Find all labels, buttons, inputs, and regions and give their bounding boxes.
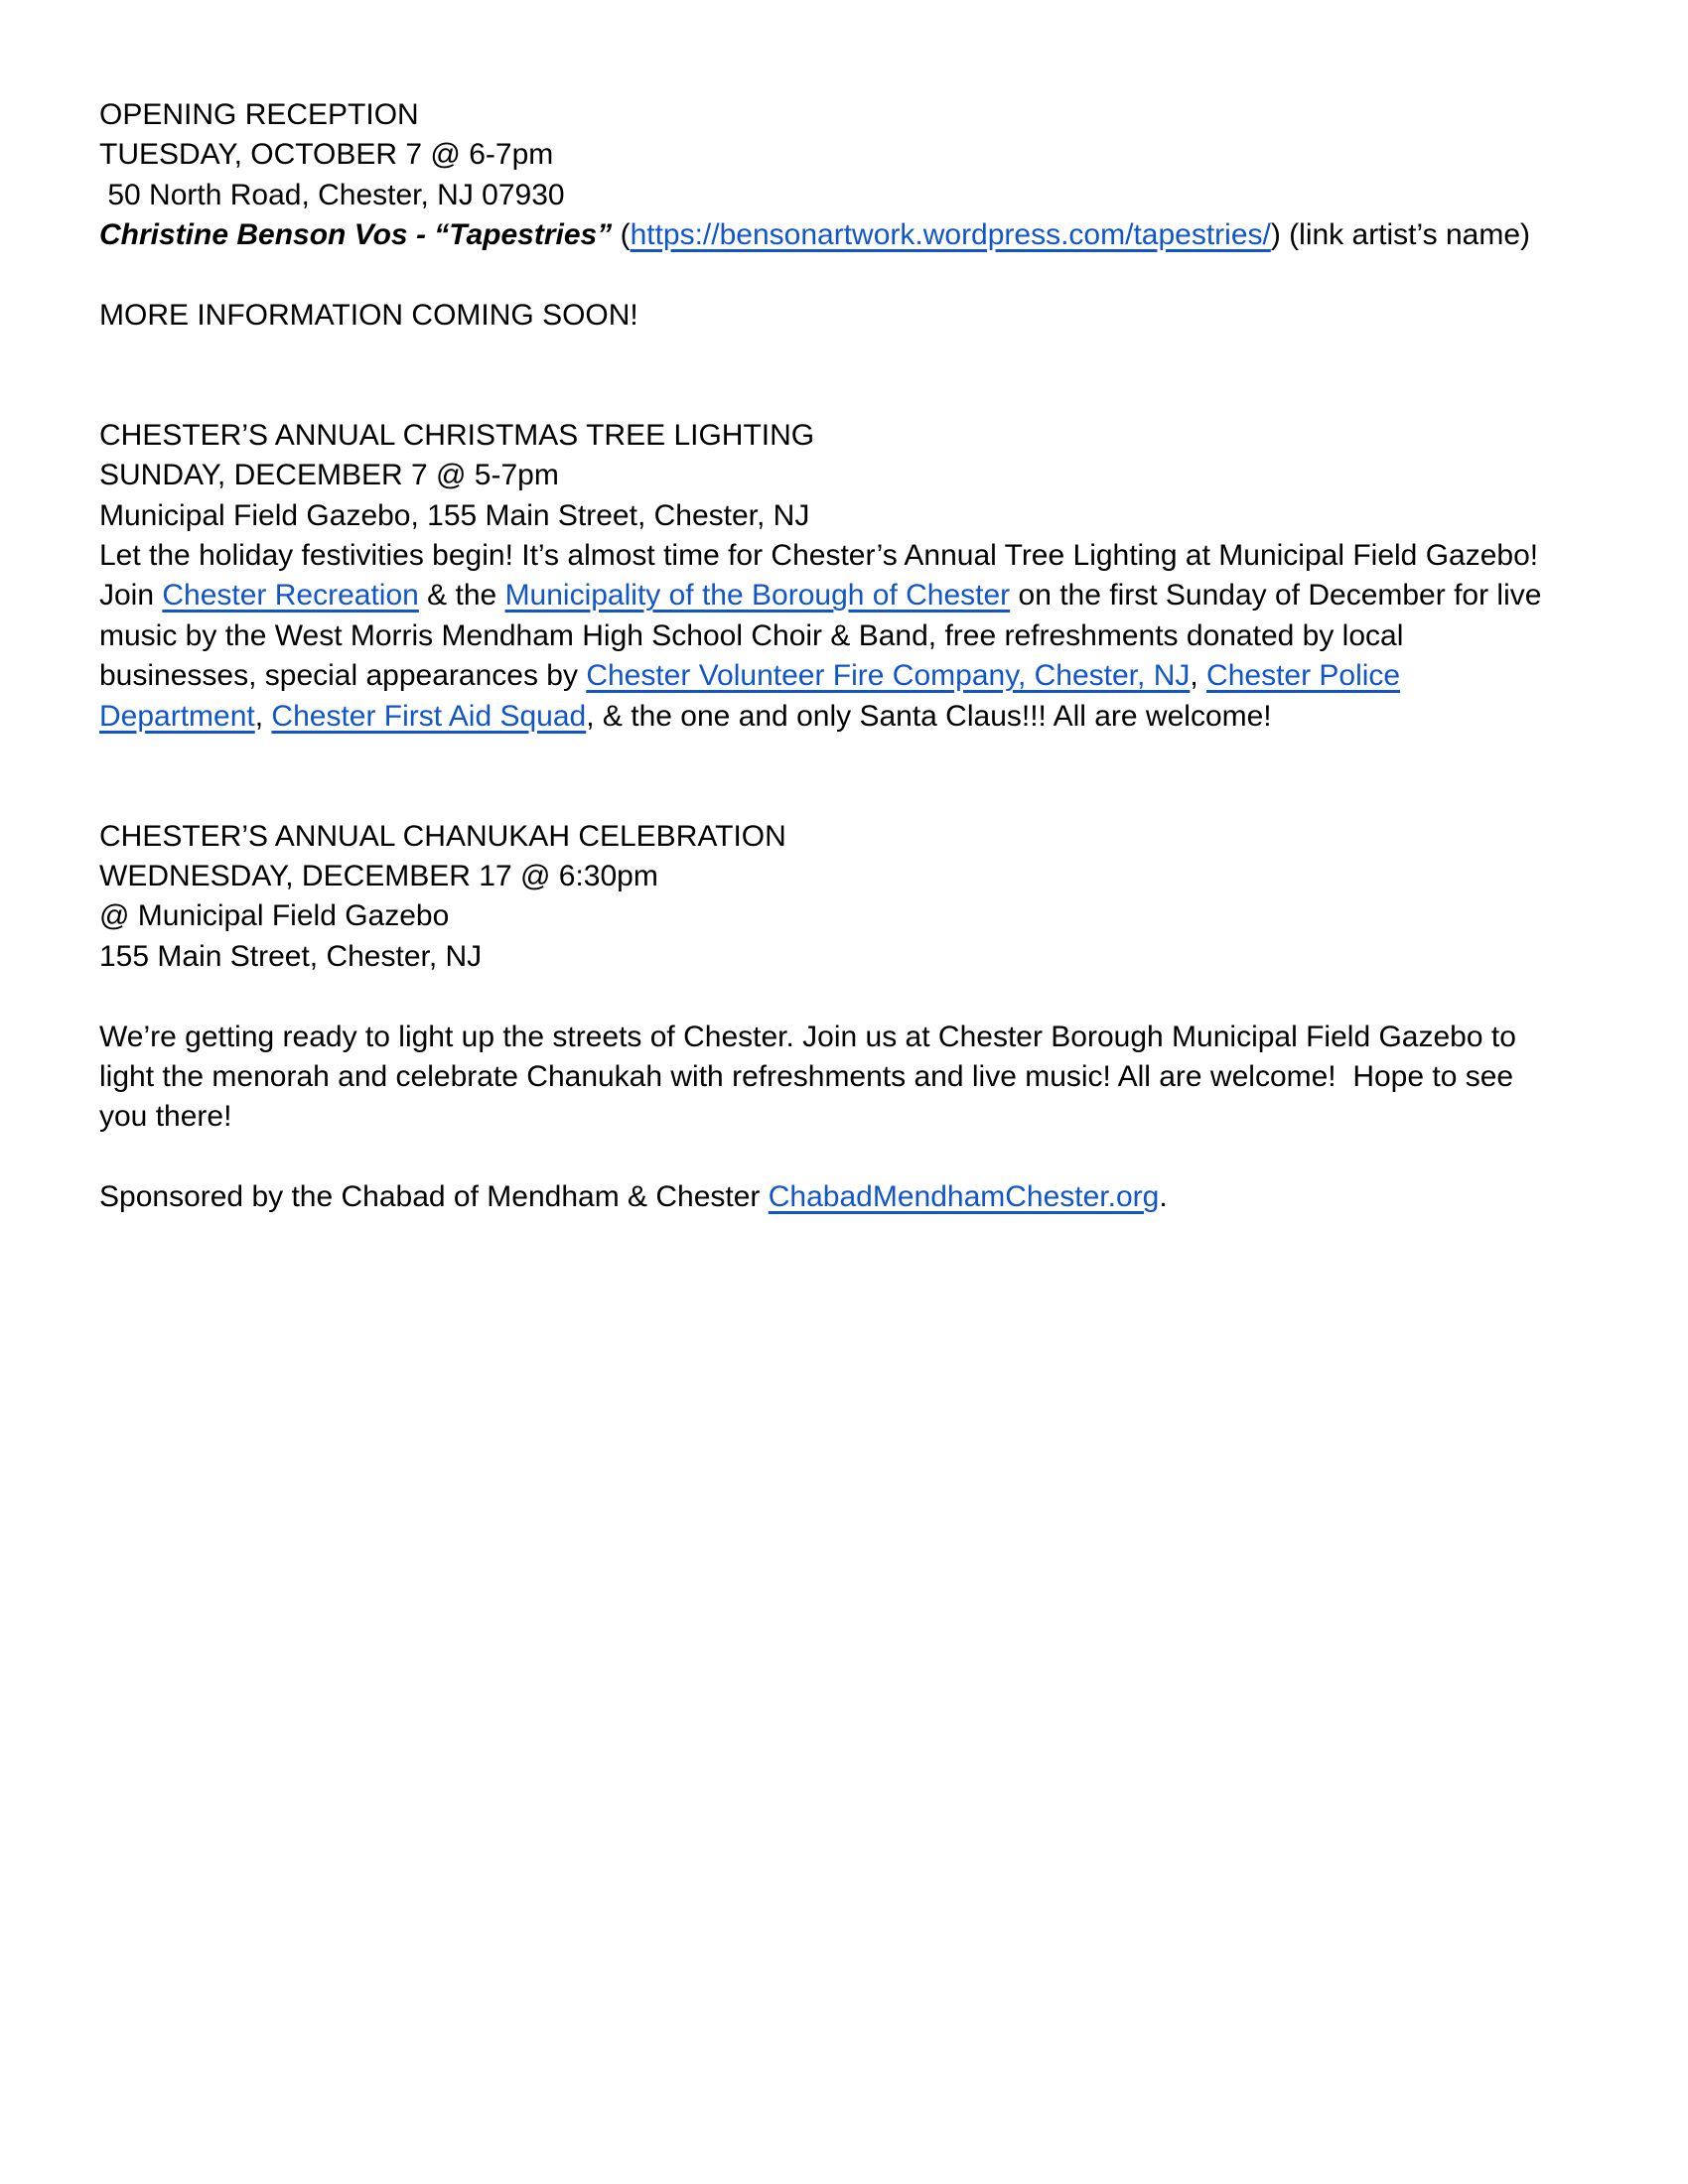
chester-police-department-link[interactable]: Department xyxy=(99,699,255,733)
text-segment: Sponsored by the Chabad of Mendham & Chester xyxy=(99,1180,769,1214)
text-segment: Christine Benson Vos - “Tapestries” xyxy=(99,218,613,252)
text-segment: Municipal Field Gazebo, 155 Main Street, Chester, NJ xyxy=(99,498,810,532)
christmas-tree-lighting-location xyxy=(99,496,1618,536)
blank-line xyxy=(99,737,1618,776)
text-segment: light the menorah and celebrate Chanukah with refreshments and live music! All are welcome! Hope to see xyxy=(99,1059,1514,1093)
opening-reception-datetime xyxy=(99,135,1618,175)
text-segment: CHESTER’S ANNUAL CHRISTMAS TREE LIGHTING xyxy=(99,418,815,452)
municipality-borough-of-chester-link[interactable]: Municipality of the Borough of Chester xyxy=(504,579,1011,613)
text-segment: & the xyxy=(418,579,505,613)
opening-reception-address xyxy=(99,176,1618,215)
text-segment: businesses, special appearances by xyxy=(99,659,587,693)
chester-recreation-link[interactable]: Chester Recreation xyxy=(162,579,419,613)
christmas-tree-lighting-title xyxy=(99,416,1618,456)
opening-reception-title xyxy=(99,95,1618,135)
opening-reception-artist xyxy=(99,215,1618,255)
christmas-description-line-5 xyxy=(99,697,1618,737)
christmas-description-line-4 xyxy=(99,656,1618,696)
text-block xyxy=(99,95,1618,1217)
blank-line xyxy=(99,776,1618,816)
text-segment: TUESDAY, OCTOBER 7 @ 6-7pm xyxy=(99,138,554,172)
chester-police-department-link[interactable]: Chester Police xyxy=(1206,659,1401,693)
blank-line xyxy=(99,376,1618,416)
chanukah-description-line-1 xyxy=(99,1018,1618,1057)
text-segment: WEDNESDAY, DECEMBER 17 @ 6:30pm xyxy=(99,860,658,893)
text-segment: @ Municipal Field Gazebo xyxy=(99,899,450,933)
text-segment: ( xyxy=(612,218,631,252)
text-segment: We’re getting ready to light up the streets of Chester. Join us at Chester Borough Municipal Field Gazebo to xyxy=(99,1020,1516,1053)
text-segment: OPENING RECEPTION xyxy=(99,98,419,131)
more-info-notice xyxy=(99,296,1618,336)
text-segment: music by the West Morris Mendham High School Choir & Band, free refreshments donated by local xyxy=(99,618,1404,652)
text-segment: SUNDAY, DECEMBER 7 @ 5-7pm xyxy=(99,459,559,492)
chanukah-celebration-address xyxy=(99,937,1618,977)
text-segment: , xyxy=(254,699,272,733)
text-segment: Join xyxy=(99,579,163,613)
chabad-mendham-chester-link[interactable]: ChabadMendhamChester.org xyxy=(768,1180,1160,1214)
blank-line xyxy=(99,1138,1618,1177)
text-segment: ) (link artist’s name) xyxy=(1270,218,1531,252)
text-segment: CHESTER’S ANNUAL CHANUKAH CELEBRATION xyxy=(99,819,786,853)
blank-line xyxy=(99,256,1618,296)
text-segment: 50 North Road, Chester, NJ 07930 xyxy=(99,178,565,211)
blank-line xyxy=(99,977,1618,1017)
blank-line xyxy=(99,336,1618,375)
chester-volunteer-fire-company-link[interactable]: Chester Volunteer Fire Company, Chester, NJ xyxy=(586,659,1191,693)
text-segment: . xyxy=(1159,1180,1168,1214)
christmas-tree-lighting-datetime xyxy=(99,456,1618,495)
chanukah-sponsor xyxy=(99,1177,1618,1217)
text-segment: Let the holiday festivities begin! It’s almost time for Chester’s Annual Tree Lighting at Municipal Field Gazebo! xyxy=(99,539,1539,573)
text-segment: 155 Main Street, Chester, NJ xyxy=(99,939,483,973)
text-segment: MORE INFORMATION COMING SOON! xyxy=(99,298,638,332)
text-segment: on the first Sunday of December for live xyxy=(1010,579,1542,613)
chanukah-description-line-3 xyxy=(99,1097,1618,1137)
text-segment: , xyxy=(1190,659,1207,693)
christmas-description-line-3 xyxy=(99,616,1618,656)
chester-first-aid-squad-link[interactable]: Chester First Aid Squad xyxy=(271,699,587,733)
chanukah-description-line-2 xyxy=(99,1057,1618,1097)
text-segment: you there! xyxy=(99,1100,232,1134)
christmas-description-line-2 xyxy=(99,576,1618,615)
chanukah-celebration-location xyxy=(99,896,1618,936)
text-segment: , & the one and only Santa Claus!!! All are welcome! xyxy=(586,699,1272,733)
chanukah-celebration-datetime xyxy=(99,857,1618,896)
tapestries-link[interactable]: https://bensonartwork.wordpress.com/tapestries/ xyxy=(630,218,1271,252)
christmas-description-line-1 xyxy=(99,536,1618,576)
chanukah-celebration-title xyxy=(99,817,1618,857)
